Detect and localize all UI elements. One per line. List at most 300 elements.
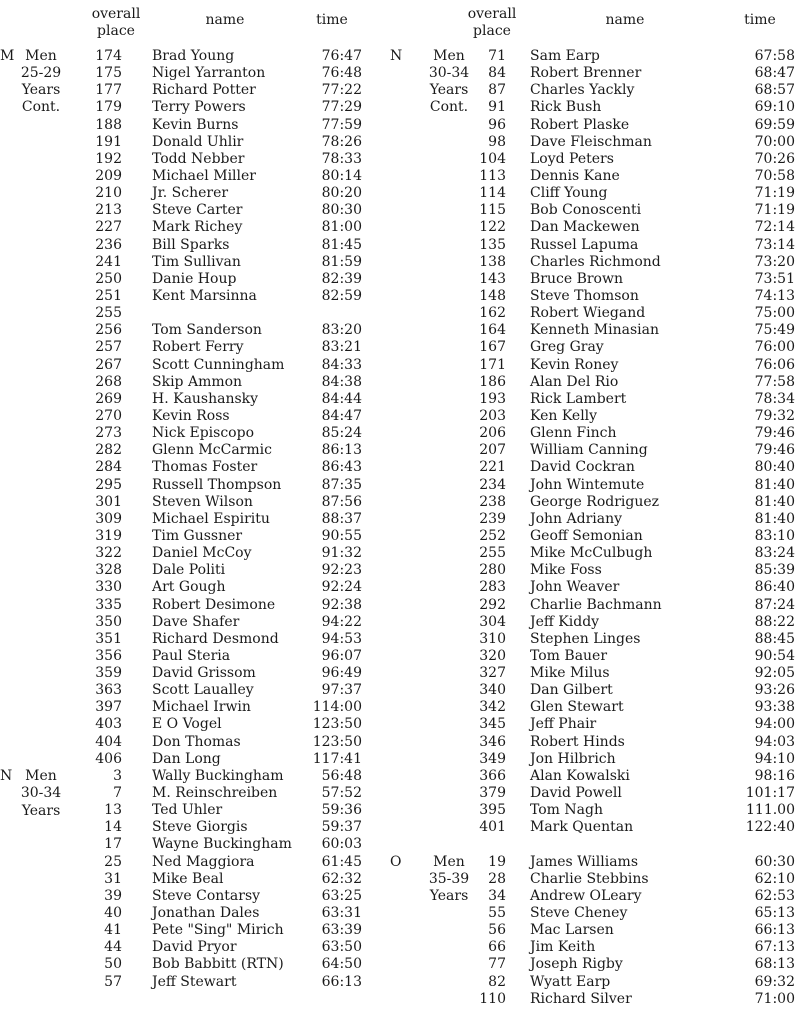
place-cell: 188 (95, 116, 122, 133)
result-row (0, 425, 400, 442)
results-list (390, 48, 800, 1008)
runner-name: Mac Larsen (530, 922, 614, 939)
finish-time: 81:45 (321, 236, 362, 253)
finish-time: 60:30 (754, 853, 795, 870)
result-row (400, 168, 800, 185)
finish-time: 78:26 (321, 133, 362, 150)
place-cell: 82 (488, 973, 506, 990)
finish-time: 74:13 (754, 287, 795, 304)
place-cell: 57 (104, 973, 122, 990)
result-row (400, 545, 800, 562)
place-cell: 406 (95, 750, 122, 767)
result-row (0, 648, 400, 665)
place-cell: 256 (95, 322, 122, 339)
runner-name: Mike Milus (530, 665, 610, 682)
place-cell: 238 (479, 493, 506, 510)
result-row (400, 597, 800, 614)
result-row (400, 305, 800, 322)
age-group-line: Years (429, 82, 469, 99)
place-cell: 280 (479, 562, 506, 579)
result-row (0, 888, 400, 905)
place-cell: 206 (479, 425, 506, 442)
result-row (0, 357, 400, 374)
result-row (0, 751, 400, 768)
right-column (390, 0, 800, 1010)
place-cell: 174 (95, 48, 122, 64)
runner-name: Dave Shafer (152, 613, 240, 630)
place-cell: 56 (488, 922, 506, 939)
finish-time: 63:50 (321, 939, 362, 956)
runner-name: Scott Cunningham (152, 356, 285, 373)
place-cell: 192 (95, 150, 122, 167)
result-row (400, 682, 800, 699)
place-cell: 164 (479, 322, 506, 339)
result-row (0, 836, 400, 853)
place-cell: 177 (95, 82, 122, 99)
finish-time: 81:00 (321, 219, 362, 236)
place-cell: 104 (479, 150, 506, 167)
runner-name: Robert Hinds (530, 733, 625, 750)
runner-name: Steve Contarsy (152, 887, 261, 904)
result-row (400, 374, 800, 391)
result-row (0, 185, 400, 202)
finish-time: 83:24 (754, 545, 795, 562)
runner-name: Ted Uhler (152, 802, 223, 819)
place-cell: 193 (479, 390, 506, 407)
place-cell: 34 (488, 887, 506, 904)
runner-name: Jeff Stewart (152, 973, 237, 990)
result-row (0, 151, 400, 168)
place-cell: 179 (95, 99, 122, 116)
runner-name: Dale Politi (152, 562, 226, 579)
finish-time: 84:47 (321, 407, 362, 424)
runner-name: Robert Plaske (530, 116, 630, 133)
finish-time: 90:55 (321, 527, 362, 544)
runner-name: James Williams (530, 853, 639, 870)
runner-name: Cliff Young (530, 185, 608, 202)
finish-time: 87:35 (321, 476, 362, 493)
finish-time: 92:38 (321, 596, 362, 613)
result-row (400, 956, 800, 973)
runner-name: Glen Stewart (530, 699, 624, 716)
finish-time: 78:33 (321, 150, 362, 167)
runner-name: Wally Buckingham (152, 767, 284, 784)
runner-name: David Cockran (530, 459, 635, 476)
runner-name: Charlie Stebbins (530, 870, 649, 887)
place-cell: 186 (479, 373, 506, 390)
finish-time: 67:13 (754, 939, 795, 956)
result-row (0, 871, 400, 888)
result-row (400, 751, 800, 768)
place-cell: 175 (95, 65, 122, 82)
runner-name: David Powell (530, 785, 622, 802)
runner-name: David Grissom (152, 665, 256, 682)
place-cell: 41 (104, 922, 122, 939)
runner-name: Jonathan Dales (152, 905, 260, 922)
place-cell: 252 (479, 527, 506, 544)
finish-time: 61:45 (321, 853, 362, 870)
finish-time: 62:32 (321, 870, 362, 887)
place-cell: 273 (95, 425, 122, 442)
runner-name: Robert Brenner (530, 65, 642, 82)
runner-name: Alan Del Rio (530, 373, 619, 390)
place-cell: 14 (104, 819, 122, 836)
age-group-label (0, 768, 82, 819)
finish-time: 69:32 (754, 973, 795, 990)
finish-time: 63:31 (321, 905, 362, 922)
finish-time: 75:00 (754, 305, 795, 322)
result-row (400, 339, 800, 356)
place-cell: 50 (104, 956, 122, 973)
place-cell: 319 (95, 527, 122, 544)
place-cell: 162 (479, 305, 506, 322)
runner-name: Ned Maggiora (152, 853, 255, 870)
result-row (0, 922, 400, 939)
finish-time: 66:13 (321, 973, 362, 990)
result-row (400, 271, 800, 288)
age-group-line: Years (21, 802, 61, 819)
result-row (0, 631, 400, 648)
finish-time: 83:20 (321, 322, 362, 339)
finish-time: 114:00 (312, 699, 362, 716)
finish-time: 70:58 (754, 167, 795, 184)
finish-time: 94:53 (321, 630, 362, 647)
finish-time: 87:56 (321, 493, 362, 510)
runner-name: Mark Richey (152, 219, 243, 236)
runner-name: Glenn McCarmic (152, 442, 272, 459)
age-group-label (390, 48, 498, 117)
place-cell: 255 (95, 305, 122, 322)
result-row (0, 271, 400, 288)
finish-time: 63:25 (321, 887, 362, 904)
finish-time: 86:13 (321, 442, 362, 459)
finish-time: 83:10 (754, 527, 795, 544)
finish-time: 87:24 (754, 596, 795, 613)
finish-time: 76:06 (754, 356, 795, 373)
finish-time: 84:38 (321, 373, 362, 390)
place-cell: 251 (95, 287, 122, 304)
result-row (400, 734, 800, 751)
finish-time: 81:40 (754, 493, 795, 510)
place-cell: 28 (488, 870, 506, 887)
runner-name: Art Gough (152, 579, 226, 596)
finish-time: 82:59 (321, 287, 362, 304)
age-group-line: Men (25, 768, 57, 785)
finish-time: 94:03 (754, 733, 795, 750)
runner-name: Tom Sanderson (152, 322, 262, 339)
finish-time: 65:13 (754, 905, 795, 922)
runner-name: Joseph Rigby (530, 956, 623, 973)
finish-time: 123:50 (312, 733, 362, 750)
runner-name: Charles Yackly (530, 82, 635, 99)
place-cell: 268 (95, 373, 122, 390)
place-cell: 203 (479, 407, 506, 424)
place-cell: 239 (479, 510, 506, 527)
place-cell: 13 (104, 802, 122, 819)
result-row (400, 511, 800, 528)
finish-time: 69:59 (754, 116, 795, 133)
runner-name: Andrew OLeary (530, 887, 642, 904)
result-row (0, 288, 400, 305)
result-row (400, 974, 800, 991)
result-row (400, 477, 800, 494)
place-cell: 17 (104, 836, 122, 853)
place-cell: 31 (104, 870, 122, 887)
runner-name: Jon Hilbrich (530, 750, 616, 767)
finish-time: 81:40 (754, 476, 795, 493)
result-row (400, 151, 800, 168)
result-row (0, 374, 400, 391)
result-row (0, 699, 400, 716)
result-row (0, 528, 400, 545)
runner-name: Dennis Kane (530, 167, 620, 184)
runner-name: Terry Powers (152, 99, 246, 116)
time-header: time (744, 12, 776, 28)
runner-name: Kevin Burns (152, 116, 239, 133)
runner-name: Michael Espiritu (152, 510, 270, 527)
finish-time: 92:23 (321, 562, 362, 579)
place-cell: 255 (479, 545, 506, 562)
finish-time: 77:29 (321, 99, 362, 116)
finish-time: 60:03 (321, 836, 362, 853)
runner-name: Russell Thompson (152, 476, 282, 493)
runner-name: Wyatt Earp (530, 973, 611, 990)
finish-time: 91:32 (321, 545, 362, 562)
finish-time: 85:39 (754, 562, 795, 579)
runner-name: Dan Gilbert (530, 682, 613, 699)
place-cell: 282 (95, 442, 122, 459)
result-row (0, 442, 400, 459)
place-cell: 87 (488, 82, 506, 99)
place-cell: 340 (479, 682, 506, 699)
finish-time: 59:36 (321, 802, 362, 819)
runner-name: M. Reinschreiben (152, 785, 278, 802)
result-row (0, 134, 400, 151)
place-cell: 148 (479, 287, 506, 304)
place-cell: 110 (479, 990, 506, 1007)
runner-name: Richard Desmond (152, 630, 279, 647)
place-cell: 350 (95, 613, 122, 630)
age-group-line: 25-29 (20, 65, 62, 82)
finish-time: 86:43 (321, 459, 362, 476)
place-cell: 241 (95, 253, 122, 270)
place-cell: 335 (95, 596, 122, 613)
result-row (400, 134, 800, 151)
result-row (0, 939, 400, 956)
age-group-line: Cont. (429, 99, 469, 116)
result-row (400, 322, 800, 339)
finish-time: 79:46 (754, 425, 795, 442)
finish-time: 66:13 (754, 922, 795, 939)
time-header: time (316, 12, 348, 28)
finish-time: 67:58 (754, 48, 795, 64)
place-cell: 96 (488, 116, 506, 133)
runner-name: Michael Miller (152, 167, 256, 184)
place-cell: 322 (95, 545, 122, 562)
name-header: name (605, 12, 645, 28)
age-group-line: Years (429, 888, 469, 905)
result-row (0, 117, 400, 134)
place-header-line2: place (473, 23, 511, 39)
result-row (400, 991, 800, 1008)
finish-time: 96:07 (321, 647, 362, 664)
finish-time: 80:40 (754, 459, 795, 476)
place-cell: 328 (95, 562, 122, 579)
result-row (0, 665, 400, 682)
result-row (400, 922, 800, 939)
result-row (0, 974, 400, 991)
finish-time: 96:49 (321, 665, 362, 682)
finish-time: 84:33 (321, 356, 362, 373)
runner-name: Todd Nebber (152, 150, 245, 167)
runner-name: Steven Wilson (152, 493, 253, 510)
result-row (0, 219, 400, 236)
result-row (0, 716, 400, 733)
runner-name: George Rodriguez (530, 493, 660, 510)
place-cell: 267 (95, 356, 122, 373)
finish-time: 71:19 (754, 185, 795, 202)
runner-name: Kevin Roney (530, 356, 619, 373)
finish-time: 93:26 (754, 682, 795, 699)
finish-time: 59:37 (321, 819, 362, 836)
result-row (400, 562, 800, 579)
result-row (400, 631, 800, 648)
finish-time: 62:53 (754, 887, 795, 904)
finish-time: 70:00 (754, 133, 795, 150)
finish-time: 70:26 (754, 150, 795, 167)
result-row (400, 494, 800, 511)
finish-time: 83:21 (321, 339, 362, 356)
place-cell: 283 (479, 579, 506, 596)
runner-name: Tom Bauer (530, 647, 608, 664)
place-cell: 345 (479, 716, 506, 733)
place-cell: 309 (95, 510, 122, 527)
result-row (0, 202, 400, 219)
runner-name: Robert Desimone (152, 596, 276, 613)
runner-name: Alan Kowalski (530, 767, 630, 784)
result-row (0, 819, 400, 836)
runner-name: Ken Kelly (530, 407, 598, 424)
place-cell: 122 (479, 219, 506, 236)
finish-time: 72:14 (754, 219, 795, 236)
place-cell: 39 (104, 887, 122, 904)
overall-place-header (76, 6, 156, 40)
finish-time: 93:38 (754, 699, 795, 716)
finish-time: 77:58 (754, 373, 795, 390)
runner-name: Charles Richmond (530, 253, 661, 270)
finish-time: 76:48 (321, 65, 362, 82)
finish-time: 68:13 (754, 956, 795, 973)
place-cell: 403 (95, 716, 122, 733)
place-cell: 349 (479, 750, 506, 767)
finish-time: 68:57 (754, 82, 795, 99)
finish-time: 75:49 (754, 322, 795, 339)
runner-name: Rick Lambert (530, 390, 627, 407)
runner-name: Bruce Brown (530, 270, 623, 287)
result-row (0, 597, 400, 614)
finish-time: 90:54 (754, 647, 795, 664)
place-cell: 284 (95, 459, 122, 476)
result-row (400, 648, 800, 665)
runner-name: Greg Gray (530, 339, 604, 356)
runner-name: Jr. Scherer (152, 185, 229, 202)
finish-time: 80:20 (321, 185, 362, 202)
runner-name: Pete "Sing" Mirich (152, 922, 284, 939)
place-cell: 66 (488, 939, 506, 956)
runner-name: Russel Lapuma (530, 236, 639, 253)
finish-time: 86:40 (754, 579, 795, 596)
finish-time: 62:10 (754, 870, 795, 887)
place-cell: 40 (104, 905, 122, 922)
runner-name: Stephen Linges (530, 630, 641, 647)
result-row (0, 168, 400, 185)
finish-time: 92:24 (321, 579, 362, 596)
finish-time: 56:48 (321, 767, 362, 784)
age-group-line: Men (433, 854, 465, 871)
runner-name: Dan Mackewen (530, 219, 640, 236)
runner-name: David Pryor (152, 939, 237, 956)
place-cell: 310 (479, 630, 506, 647)
place-cell: 356 (95, 647, 122, 664)
finish-time: 77:22 (321, 82, 362, 99)
result-row (0, 905, 400, 922)
runner-name: Dan Long (152, 750, 221, 767)
result-row (0, 237, 400, 254)
place-cell: 234 (479, 476, 506, 493)
age-group-line: 30-34 (20, 785, 62, 802)
age-group-letter: N (390, 48, 403, 64)
result-row (400, 237, 800, 254)
place-cell: 213 (95, 202, 122, 219)
finish-time: 81:59 (321, 253, 362, 270)
result-row (400, 459, 800, 476)
runner-name: Glenn Finch (530, 425, 617, 442)
finish-time: 73:51 (754, 270, 795, 287)
finish-time: 80:14 (321, 167, 362, 184)
runner-name: Nigel Yarranton (152, 65, 266, 82)
runner-name: Loyd Peters (530, 150, 614, 167)
result-row (0, 305, 400, 322)
runner-name: Sam Earp (530, 48, 600, 64)
result-row (400, 836, 800, 853)
runner-name: Don Thomas (152, 733, 241, 750)
place-cell: 91 (488, 99, 506, 116)
result-row (400, 665, 800, 682)
result-row (400, 579, 800, 596)
finish-time: 84:44 (321, 390, 362, 407)
age-group-line: Cont. (21, 99, 61, 116)
runner-name: Mike McCulbugh (530, 545, 653, 562)
runner-name: Jeff Kiddy (530, 613, 600, 630)
finish-time: 77:59 (321, 116, 362, 133)
result-row (400, 905, 800, 922)
place-cell: 295 (95, 476, 122, 493)
runner-name: Mike Foss (530, 562, 602, 579)
runner-name: Steve Cheney (530, 905, 628, 922)
finish-time: 76:00 (754, 339, 795, 356)
place-cell: 138 (479, 253, 506, 270)
result-row (0, 408, 400, 425)
finish-time: 94:22 (321, 613, 362, 630)
place-cell: 320 (479, 647, 506, 664)
runner-name: Paul Steria (152, 647, 231, 664)
age-group-line: 35-39 (428, 871, 470, 888)
finish-time: 97:37 (321, 682, 362, 699)
runner-name: Tim Sullivan (152, 253, 241, 270)
finish-time: 94:10 (754, 750, 795, 767)
place-cell: 351 (95, 630, 122, 647)
result-row (0, 339, 400, 356)
